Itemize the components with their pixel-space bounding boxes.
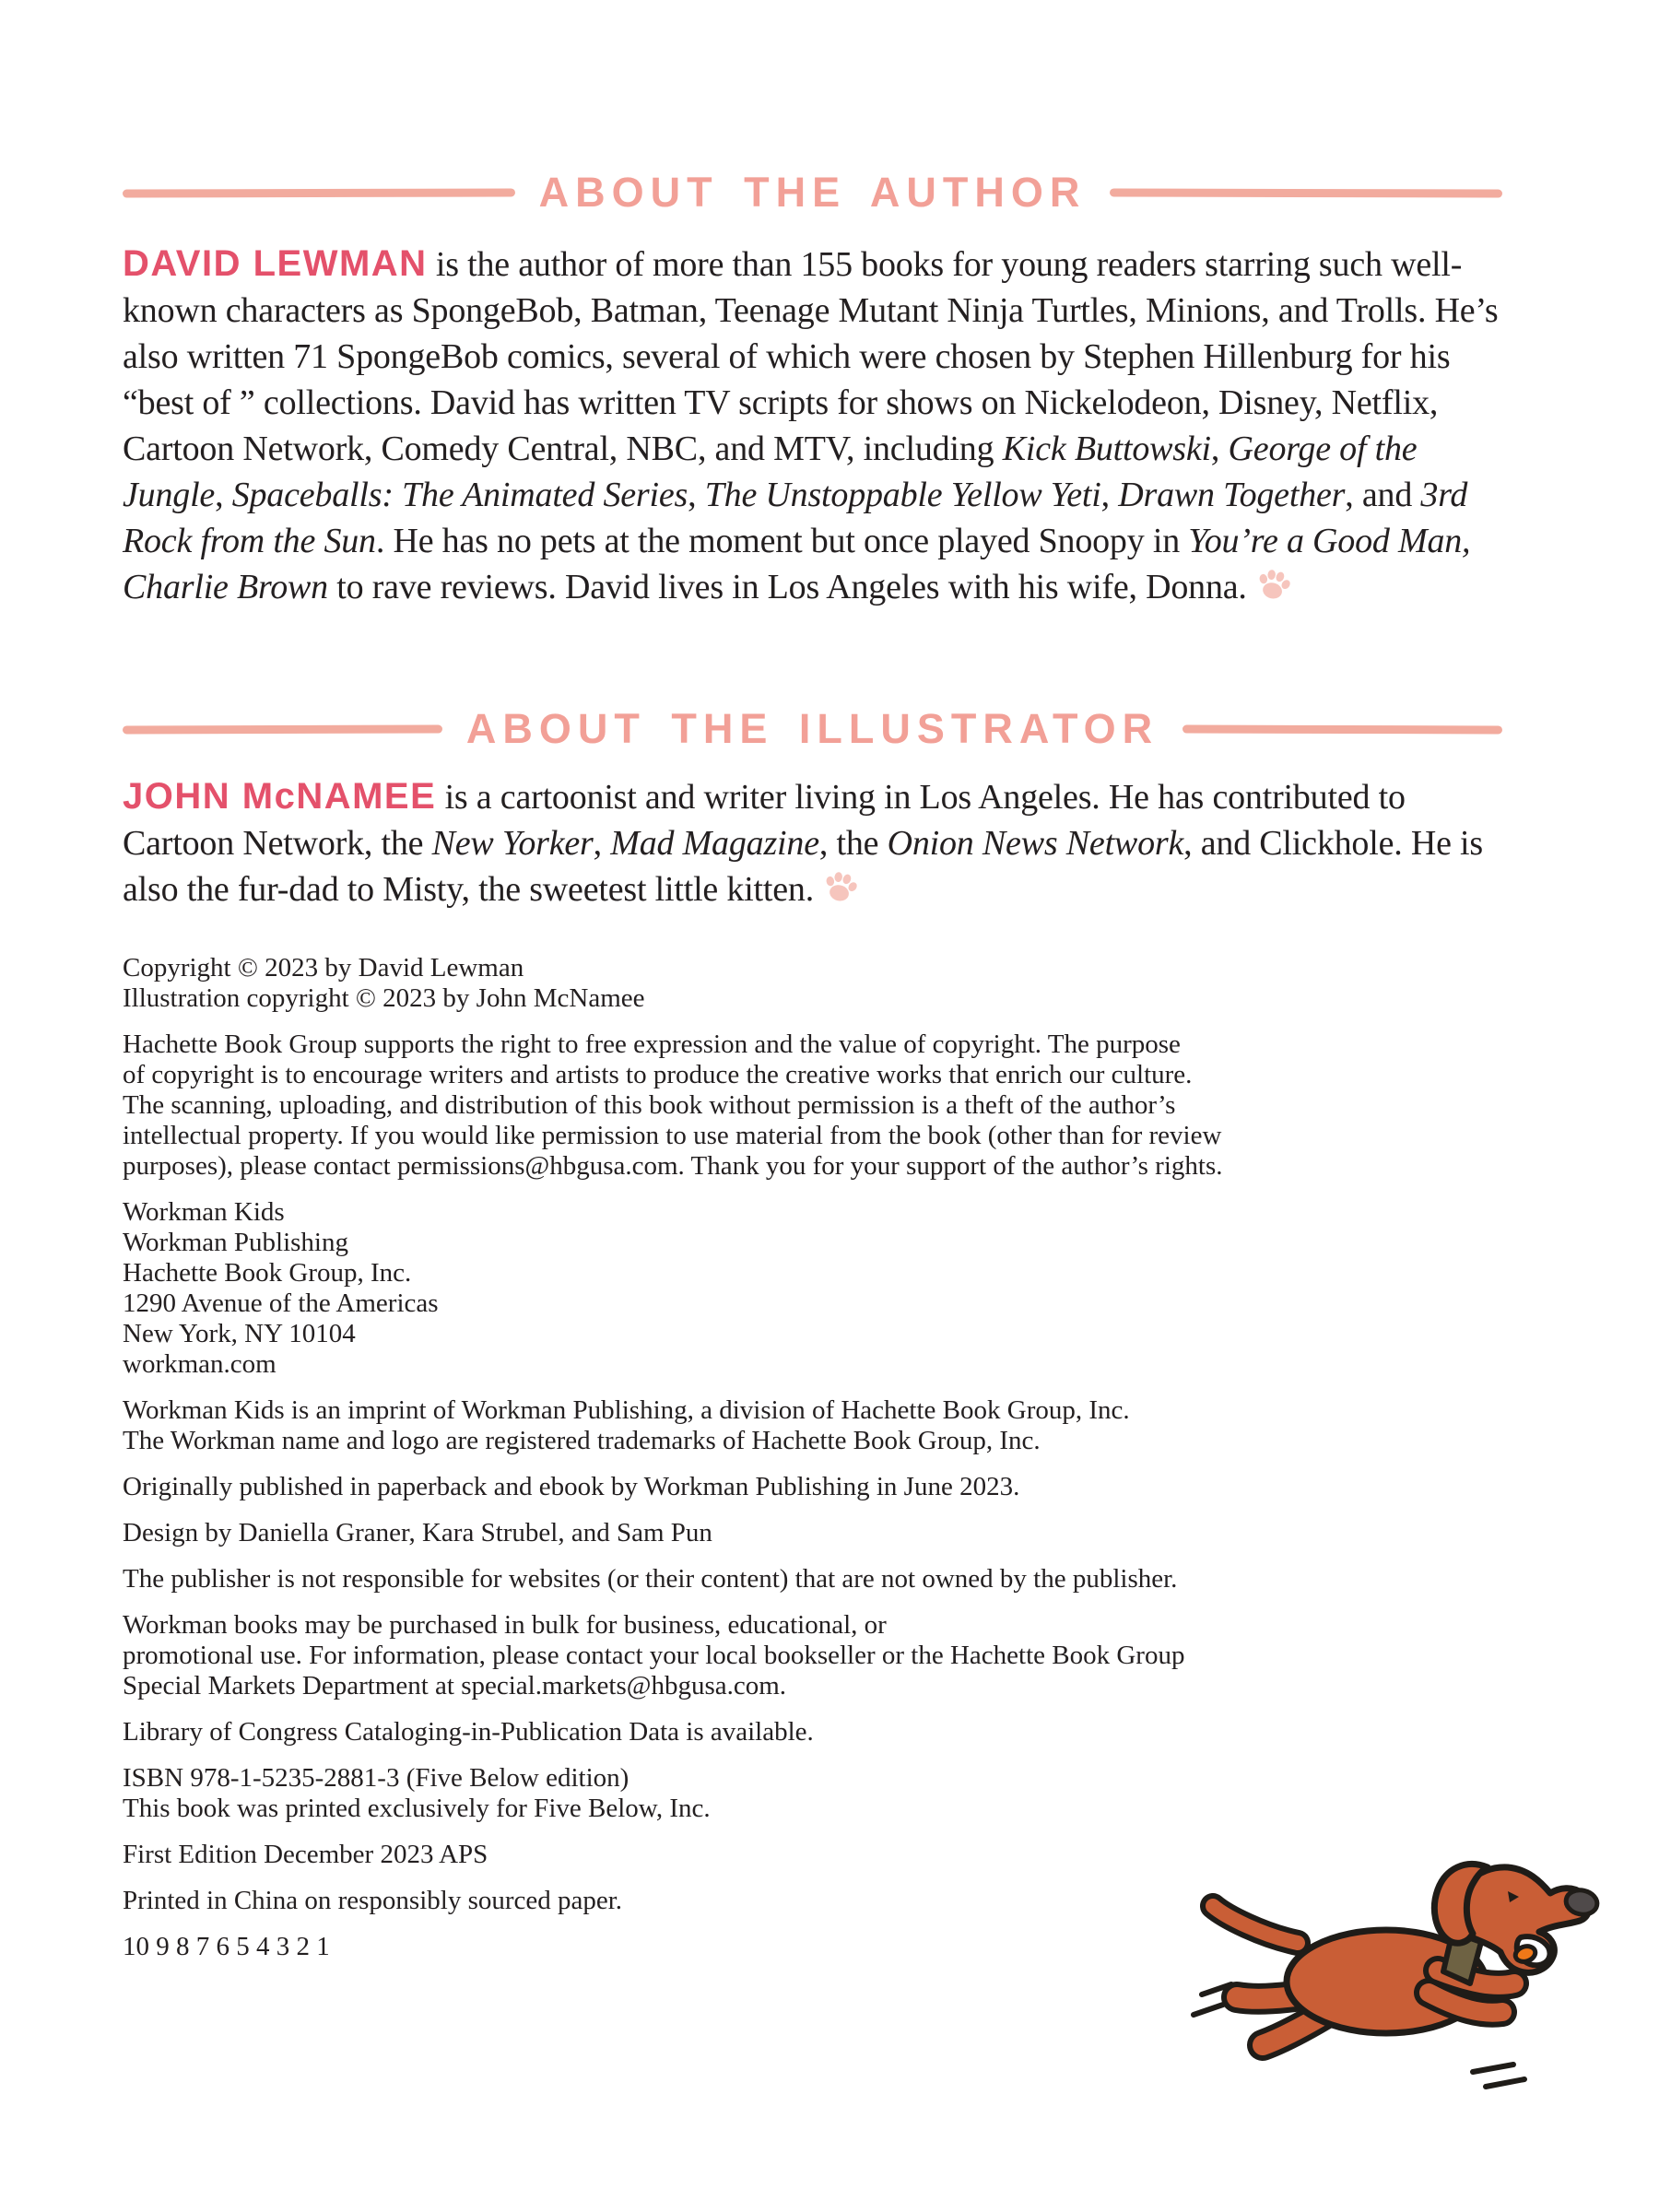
running-dog-illustration xyxy=(1191,1854,1601,2103)
about-the-author-heading-row xyxy=(123,169,1502,217)
colophon-line: Illustration copyright © 2023 by John McNamee xyxy=(123,983,645,1013)
motion-line xyxy=(1486,2079,1524,2087)
heading-rule-left xyxy=(123,188,515,197)
colophon-line: 10 9 8 7 6 5 4 3 2 1 xyxy=(123,1932,330,1961)
colophon-line: Workman Publishing xyxy=(123,1228,348,1257)
colophon-line: Special Markets Department at special.markets@hbgusa.com. xyxy=(123,1671,787,1700)
heading-rule-right xyxy=(1182,724,1502,734)
colophon-line: Workman books may be purchased in bulk for business, educational, or xyxy=(123,1610,887,1640)
colophon-line: Workman Kids xyxy=(123,1197,285,1227)
about-the-author-heading: ABOUT THE AUTHOR xyxy=(538,169,1087,216)
colophon-line: promotional use. For information, please contact your local bookseller or the Hachette Book Group xyxy=(123,1641,1185,1670)
colophon-line: Printed in China on responsibly sourced paper. xyxy=(123,1886,623,1915)
author-name: DAVID LEWMAN xyxy=(123,243,428,284)
colophon-line: The scanning, uploading, and distribution of this book without permission is a theft of the author’s xyxy=(123,1090,1176,1120)
colophon-paragraph xyxy=(123,1610,1502,1701)
colophon-line: workman.com xyxy=(123,1349,276,1379)
illustrator-name: JOHN McNAMEE xyxy=(123,776,437,817)
paw-print-icon xyxy=(823,872,858,903)
colophon-paragraph xyxy=(123,1197,1502,1380)
colophon-line: Library of Congress Cataloging-in-Publication Data is available. xyxy=(123,1717,814,1747)
colophon-paragraph xyxy=(123,1472,1502,1502)
colophon-line: Workman Kids is an imprint of Workman Publishing, a division of Hachette Book Group, Inc. xyxy=(123,1395,1130,1425)
colophon-line: The Workman name and logo are registered trademarks of Hachette Book Group, Inc. xyxy=(123,1426,1041,1455)
colophon-block xyxy=(123,953,1502,1962)
colophon-paragraph xyxy=(123,1395,1502,1456)
colophon-paragraph xyxy=(123,1518,1502,1548)
colophon-paragraph xyxy=(123,953,1502,1014)
colophon-line: intellectual property. If you would like permission to use material from the book (other than for review xyxy=(123,1121,1222,1150)
colophon-line: The publisher is not responsible for websites (or their content) that are not owned by the publisher. xyxy=(123,1564,1178,1594)
page-content xyxy=(123,0,1502,1978)
motion-line xyxy=(1194,2005,1223,2015)
colophon-line: This book was printed exclusively for Five Below, Inc. xyxy=(123,1794,711,1823)
colophon-line: First Edition December 2023 APS xyxy=(123,1840,488,1869)
about-the-illustrator-heading-row xyxy=(123,705,1502,753)
author-bio-paragraph xyxy=(123,241,1502,610)
motion-line xyxy=(1473,2065,1513,2072)
illustrator-bio-paragraph xyxy=(123,773,1502,912)
heading-rule-left xyxy=(123,724,442,734)
colophon-line: Hachette Book Group supports the right to free expression and the value of copyright. The purpose xyxy=(123,1030,1181,1059)
colophon-paragraph xyxy=(123,1763,1502,1824)
colophon-line: Copyright © 2023 by David Lewman xyxy=(123,953,524,982)
paw-print-icon xyxy=(1256,570,1291,601)
illustrator-bio-text: is a cartoonist and writer living in Los Angeles. He has contributed to Cartoon Network, the New Yorker, Mad Magazine, the Onion News Network, and Clickhole. He is also the fur-dad to Misty, the sweetest little kitten. xyxy=(123,778,1483,909)
colophon-line: purposes), please contact permissions@hbgusa.com. Thank you for your support of the author’s rights. xyxy=(123,1151,1223,1181)
about-the-illustrator-heading: ABOUT THE ILLUSTRATOR xyxy=(465,705,1159,752)
colophon-line: ISBN 978-1-5235-2881-3 (Five Below edition) xyxy=(123,1763,629,1793)
colophon-paragraph xyxy=(123,1717,1502,1747)
colophon-line: of copyright is to encourage writers and artists to produce the creative works that enrich our culture. xyxy=(123,1060,1193,1089)
colophon-line: New York, NY 10104 xyxy=(123,1319,356,1348)
author-bio-text: is the author of more than 155 books for young readers starring such well-known characters as SpongeBob, Batman, Teenage Mutant Ninja Turtles, Minions, and Trolls. He’s also written 71 SpongeBob comics, several of which were chosen by Stephen Hillenburg for his “best of ” collections. David has written TV scripts for shows on Nickelodeon, Disney, Netflix, Cartoon Network, Comedy Central, NBC, and MTV, including Kick Buttowski, George of the Jungle, Spaceballs: The Animated Series, The Unstoppable Yellow Yeti, Drawn Together, and 3rd Rock from the Sun. He has no pets at the moment but once played Snoopy in You’re a Good Man, Charlie Brown to rave reviews. David lives in Los Angeles with his wife, Donna. xyxy=(123,245,1499,606)
heading-rule-right xyxy=(1110,188,1502,197)
colophon-line: Originally published in paperback and ebook by Workman Publishing in June 2023. xyxy=(123,1472,1020,1501)
colophon-paragraph xyxy=(123,1030,1502,1182)
colophon-line: 1290 Avenue of the Americas xyxy=(123,1288,439,1318)
colophon-paragraph xyxy=(123,1564,1502,1594)
colophon-line: Design by Daniella Graner, Kara Strubel, and Sam Pun xyxy=(123,1518,712,1547)
colophon-line: Hachette Book Group, Inc. xyxy=(123,1258,412,1288)
